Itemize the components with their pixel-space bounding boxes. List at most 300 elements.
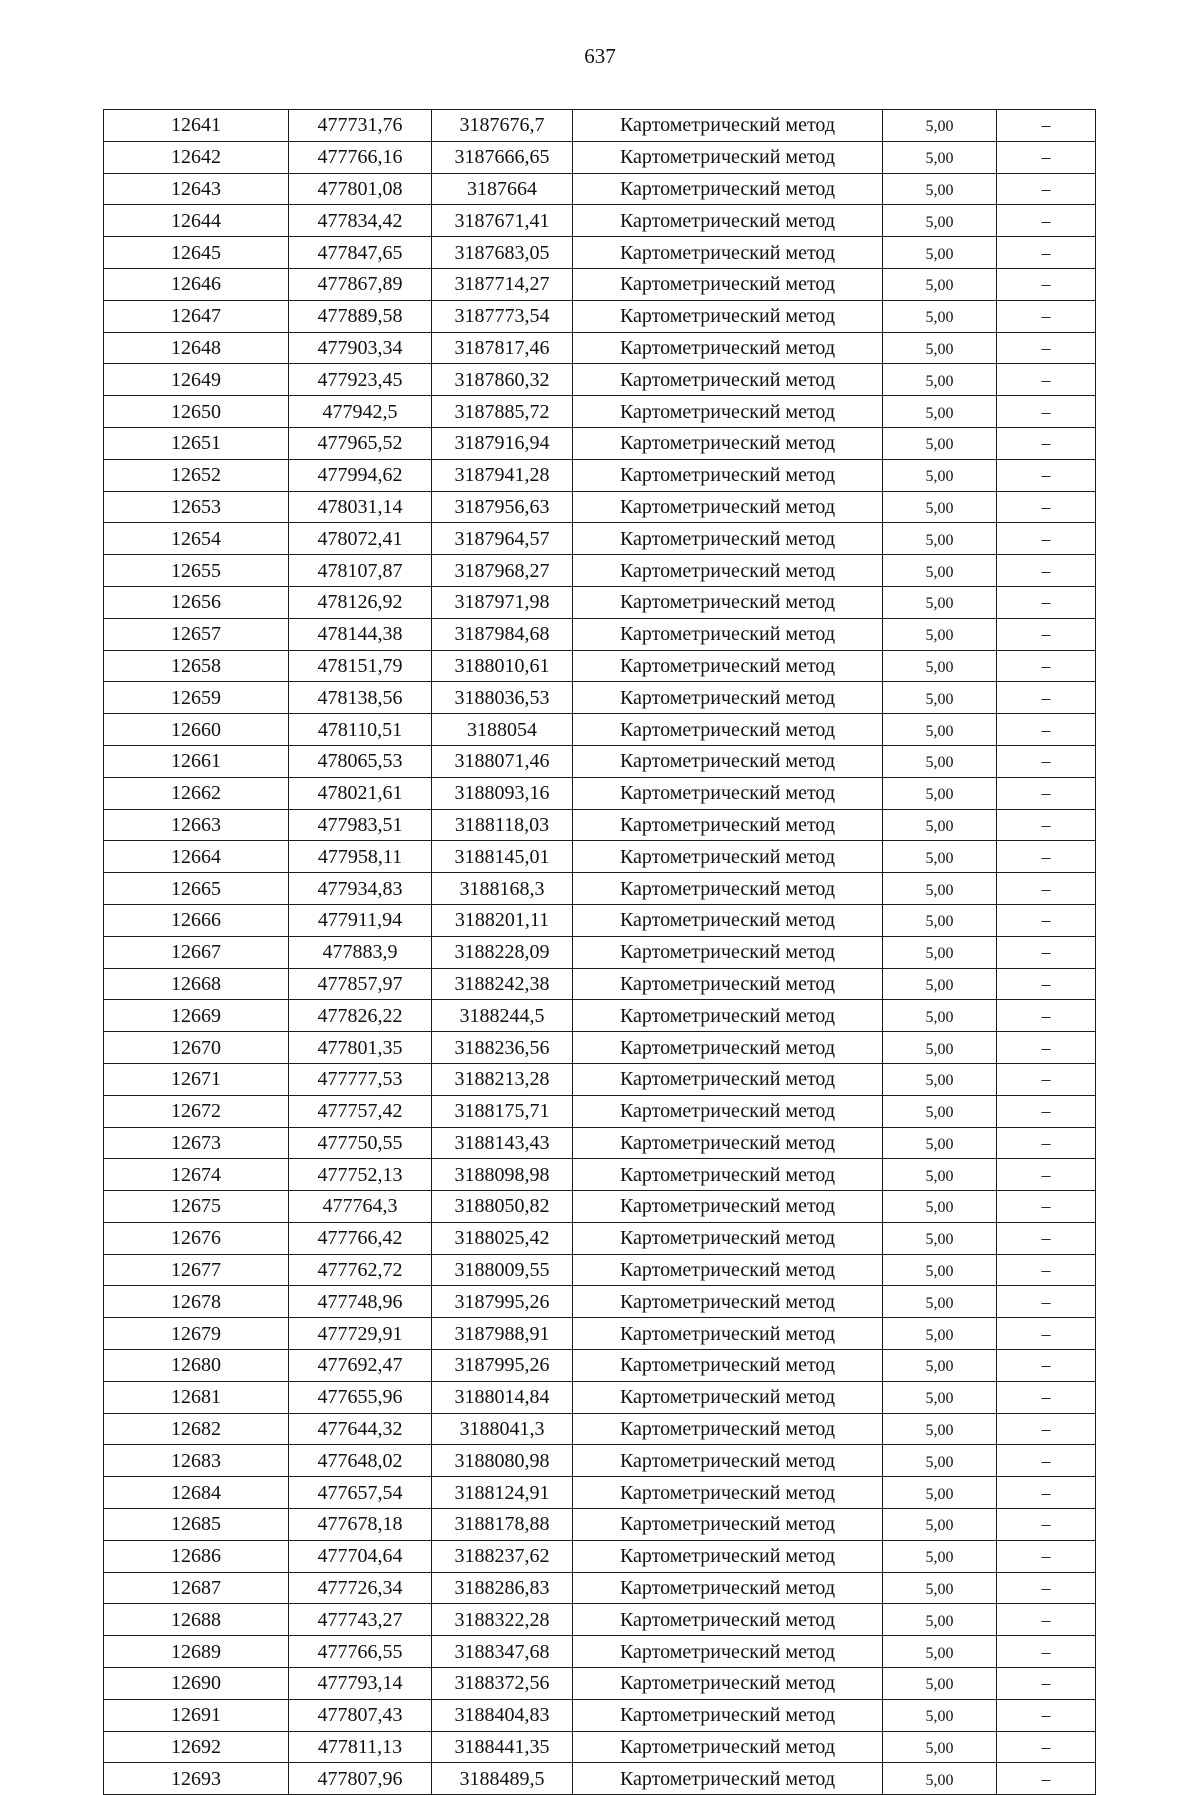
table-row bbox=[104, 714, 1096, 746]
accuracy-cell: 5,00 bbox=[883, 459, 997, 491]
accuracy-cell: 5,00 bbox=[883, 173, 997, 205]
point-number-cell: 12663 bbox=[104, 809, 289, 841]
point-number-cell: 12679 bbox=[104, 1318, 289, 1350]
note-cell: – bbox=[997, 427, 1096, 459]
method-cell: Картометрический метод bbox=[573, 586, 883, 618]
accuracy-cell: 5,00 bbox=[883, 618, 997, 650]
table-row bbox=[104, 1699, 1096, 1731]
note-cell: – bbox=[997, 1445, 1096, 1477]
point-number-cell: 12648 bbox=[104, 332, 289, 364]
y-coordinate-cell: 3188372,56 bbox=[432, 1668, 573, 1700]
point-number-cell: 12642 bbox=[104, 141, 289, 173]
table-row bbox=[104, 141, 1096, 173]
accuracy-cell: 5,00 bbox=[883, 1350, 997, 1382]
table-row bbox=[104, 427, 1096, 459]
x-coordinate-cell: 477731,76 bbox=[289, 110, 432, 142]
y-coordinate-cell: 3187941,28 bbox=[432, 459, 573, 491]
note-cell: – bbox=[997, 364, 1096, 396]
method-cell: Картометрический метод bbox=[573, 141, 883, 173]
point-number-cell: 12687 bbox=[104, 1572, 289, 1604]
accuracy-cell: 5,00 bbox=[883, 809, 997, 841]
method-cell: Картометрический метод bbox=[573, 1222, 883, 1254]
x-coordinate-cell: 477757,42 bbox=[289, 1095, 432, 1127]
note-cell: – bbox=[997, 1191, 1096, 1223]
y-coordinate-cell: 3187964,57 bbox=[432, 523, 573, 555]
table-row bbox=[104, 1127, 1096, 1159]
table-row bbox=[104, 1350, 1096, 1382]
accuracy-cell: 5,00 bbox=[883, 1191, 997, 1223]
point-number-cell: 12661 bbox=[104, 745, 289, 777]
table-row bbox=[104, 1318, 1096, 1350]
point-number-cell: 12689 bbox=[104, 1636, 289, 1668]
accuracy-cell: 5,00 bbox=[883, 1222, 997, 1254]
note-cell: – bbox=[997, 936, 1096, 968]
y-coordinate-cell: 3188118,03 bbox=[432, 809, 573, 841]
point-number-cell: 12655 bbox=[104, 555, 289, 587]
y-coordinate-cell: 3187676,7 bbox=[432, 110, 573, 142]
note-cell: – bbox=[997, 1032, 1096, 1064]
x-coordinate-cell: 477750,55 bbox=[289, 1127, 432, 1159]
method-cell: Картометрический метод bbox=[573, 1159, 883, 1191]
method-cell: Картометрический метод bbox=[573, 173, 883, 205]
y-coordinate-cell: 3188242,38 bbox=[432, 968, 573, 1000]
x-coordinate-cell: 478126,92 bbox=[289, 586, 432, 618]
y-coordinate-cell: 3187714,27 bbox=[432, 268, 573, 300]
note-cell: – bbox=[997, 268, 1096, 300]
note-cell: – bbox=[997, 332, 1096, 364]
accuracy-cell: 5,00 bbox=[883, 1699, 997, 1731]
point-number-cell: 12671 bbox=[104, 1063, 289, 1095]
method-cell: Картометрический метод bbox=[573, 809, 883, 841]
point-number-cell: 12654 bbox=[104, 523, 289, 555]
y-coordinate-cell: 3188175,71 bbox=[432, 1095, 573, 1127]
table-row bbox=[104, 523, 1096, 555]
table-row bbox=[104, 1095, 1096, 1127]
x-coordinate-cell: 478072,41 bbox=[289, 523, 432, 555]
method-cell: Картометрический метод bbox=[573, 1381, 883, 1413]
x-coordinate-cell: 477883,9 bbox=[289, 936, 432, 968]
y-coordinate-cell: 3187683,05 bbox=[432, 237, 573, 269]
point-number-cell: 12688 bbox=[104, 1604, 289, 1636]
note-cell: – bbox=[997, 1063, 1096, 1095]
note-cell: – bbox=[997, 1477, 1096, 1509]
note-cell: – bbox=[997, 777, 1096, 809]
y-coordinate-cell: 3188178,88 bbox=[432, 1509, 573, 1541]
table-row bbox=[104, 968, 1096, 1000]
point-number-cell: 12644 bbox=[104, 205, 289, 237]
point-number-cell: 12665 bbox=[104, 873, 289, 905]
point-number-cell: 12677 bbox=[104, 1254, 289, 1286]
accuracy-cell: 5,00 bbox=[883, 1413, 997, 1445]
accuracy-cell: 5,00 bbox=[883, 300, 997, 332]
x-coordinate-cell: 477801,08 bbox=[289, 173, 432, 205]
note-cell: – bbox=[997, 491, 1096, 523]
point-number-cell: 12673 bbox=[104, 1127, 289, 1159]
note-cell: – bbox=[997, 873, 1096, 905]
x-coordinate-cell: 477762,72 bbox=[289, 1254, 432, 1286]
table-row bbox=[104, 1000, 1096, 1032]
accuracy-cell: 5,00 bbox=[883, 1731, 997, 1763]
table-row bbox=[104, 1509, 1096, 1541]
y-coordinate-cell: 3187671,41 bbox=[432, 205, 573, 237]
x-coordinate-cell: 477704,64 bbox=[289, 1540, 432, 1572]
method-cell: Картометрический метод bbox=[573, 1350, 883, 1382]
point-number-cell: 12657 bbox=[104, 618, 289, 650]
table-row bbox=[104, 364, 1096, 396]
point-number-cell: 12690 bbox=[104, 1668, 289, 1700]
table-row bbox=[104, 1731, 1096, 1763]
y-coordinate-cell: 3188041,3 bbox=[432, 1413, 573, 1445]
point-number-cell: 12668 bbox=[104, 968, 289, 1000]
method-cell: Картометрический метод bbox=[573, 555, 883, 587]
table-row bbox=[104, 237, 1096, 269]
x-coordinate-cell: 477857,97 bbox=[289, 968, 432, 1000]
y-coordinate-cell: 3188071,46 bbox=[432, 745, 573, 777]
x-coordinate-cell: 477965,52 bbox=[289, 427, 432, 459]
point-number-cell: 12693 bbox=[104, 1763, 289, 1795]
table-row bbox=[104, 904, 1096, 936]
point-number-cell: 12683 bbox=[104, 1445, 289, 1477]
x-coordinate-cell: 477834,42 bbox=[289, 205, 432, 237]
y-coordinate-cell: 3188347,68 bbox=[432, 1636, 573, 1668]
point-number-cell: 12652 bbox=[104, 459, 289, 491]
method-cell: Картометрический метод bbox=[573, 205, 883, 237]
x-coordinate-cell: 477766,42 bbox=[289, 1222, 432, 1254]
note-cell: – bbox=[997, 523, 1096, 555]
method-cell: Картометрический метод bbox=[573, 1318, 883, 1350]
accuracy-cell: 5,00 bbox=[883, 1095, 997, 1127]
x-coordinate-cell: 478065,53 bbox=[289, 745, 432, 777]
note-cell: – bbox=[997, 618, 1096, 650]
table-row bbox=[104, 1063, 1096, 1095]
note-cell: – bbox=[997, 1127, 1096, 1159]
method-cell: Картометрический метод bbox=[573, 1540, 883, 1572]
note-cell: – bbox=[997, 141, 1096, 173]
accuracy-cell: 5,00 bbox=[883, 586, 997, 618]
x-coordinate-cell: 477657,54 bbox=[289, 1477, 432, 1509]
note-cell: – bbox=[997, 1509, 1096, 1541]
note-cell: – bbox=[997, 904, 1096, 936]
point-number-cell: 12643 bbox=[104, 173, 289, 205]
point-number-cell: 12653 bbox=[104, 491, 289, 523]
method-cell: Картометрический метод bbox=[573, 459, 883, 491]
accuracy-cell: 5,00 bbox=[883, 1604, 997, 1636]
note-cell: – bbox=[997, 968, 1096, 1000]
note-cell: – bbox=[997, 300, 1096, 332]
method-cell: Картометрический метод bbox=[573, 777, 883, 809]
method-cell: Картометрический метод bbox=[573, 1477, 883, 1509]
x-coordinate-cell: 477826,22 bbox=[289, 1000, 432, 1032]
table-row bbox=[104, 841, 1096, 873]
note-cell: – bbox=[997, 237, 1096, 269]
y-coordinate-cell: 3188237,62 bbox=[432, 1540, 573, 1572]
accuracy-cell: 5,00 bbox=[883, 1540, 997, 1572]
point-number-cell: 12692 bbox=[104, 1731, 289, 1763]
y-coordinate-cell: 3188143,43 bbox=[432, 1127, 573, 1159]
table-row bbox=[104, 809, 1096, 841]
y-coordinate-cell: 3188145,01 bbox=[432, 841, 573, 873]
method-cell: Картометрический метод bbox=[573, 904, 883, 936]
table-row bbox=[104, 682, 1096, 714]
method-cell: Картометрический метод bbox=[573, 1699, 883, 1731]
point-number-cell: 12667 bbox=[104, 936, 289, 968]
table-row bbox=[104, 173, 1096, 205]
point-number-cell: 12676 bbox=[104, 1222, 289, 1254]
x-coordinate-cell: 477777,53 bbox=[289, 1063, 432, 1095]
method-cell: Картометрический метод bbox=[573, 714, 883, 746]
accuracy-cell: 5,00 bbox=[883, 141, 997, 173]
note-cell: – bbox=[997, 1731, 1096, 1763]
table-row bbox=[104, 1477, 1096, 1509]
accuracy-cell: 5,00 bbox=[883, 1509, 997, 1541]
y-coordinate-cell: 3188098,98 bbox=[432, 1159, 573, 1191]
y-coordinate-cell: 3187988,91 bbox=[432, 1318, 573, 1350]
accuracy-cell: 5,00 bbox=[883, 1286, 997, 1318]
note-cell: – bbox=[997, 1763, 1096, 1795]
method-cell: Картометрический метод bbox=[573, 1509, 883, 1541]
table-row bbox=[104, 268, 1096, 300]
point-number-cell: 12662 bbox=[104, 777, 289, 809]
method-cell: Картометрический метод bbox=[573, 1032, 883, 1064]
note-cell: – bbox=[997, 650, 1096, 682]
table-row bbox=[104, 300, 1096, 332]
accuracy-cell: 5,00 bbox=[883, 1636, 997, 1668]
point-number-cell: 12641 bbox=[104, 110, 289, 142]
x-coordinate-cell: 478151,79 bbox=[289, 650, 432, 682]
point-number-cell: 12646 bbox=[104, 268, 289, 300]
note-cell: – bbox=[997, 841, 1096, 873]
accuracy-cell: 5,00 bbox=[883, 268, 997, 300]
x-coordinate-cell: 477764,3 bbox=[289, 1191, 432, 1223]
accuracy-cell: 5,00 bbox=[883, 1763, 997, 1795]
table-row bbox=[104, 1159, 1096, 1191]
table-row bbox=[104, 1254, 1096, 1286]
method-cell: Картометрический метод bbox=[573, 1286, 883, 1318]
accuracy-cell: 5,00 bbox=[883, 555, 997, 587]
table-row bbox=[104, 1222, 1096, 1254]
note-cell: – bbox=[997, 1350, 1096, 1382]
y-coordinate-cell: 3187968,27 bbox=[432, 555, 573, 587]
y-coordinate-cell: 3188404,83 bbox=[432, 1699, 573, 1731]
accuracy-cell: 5,00 bbox=[883, 873, 997, 905]
method-cell: Картометрический метод bbox=[573, 110, 883, 142]
x-coordinate-cell: 477903,34 bbox=[289, 332, 432, 364]
accuracy-cell: 5,00 bbox=[883, 1572, 997, 1604]
y-coordinate-cell: 3188236,56 bbox=[432, 1032, 573, 1064]
y-coordinate-cell: 3187984,68 bbox=[432, 618, 573, 650]
method-cell: Картометрический метод bbox=[573, 364, 883, 396]
table-row bbox=[104, 205, 1096, 237]
x-coordinate-cell: 477692,47 bbox=[289, 1350, 432, 1382]
x-coordinate-cell: 477807,43 bbox=[289, 1699, 432, 1731]
table-row bbox=[104, 110, 1096, 142]
accuracy-cell: 5,00 bbox=[883, 1445, 997, 1477]
method-cell: Картометрический метод bbox=[573, 873, 883, 905]
accuracy-cell: 5,00 bbox=[883, 936, 997, 968]
method-cell: Картометрический метод bbox=[573, 1000, 883, 1032]
x-coordinate-cell: 478138,56 bbox=[289, 682, 432, 714]
note-cell: – bbox=[997, 745, 1096, 777]
method-cell: Картометрический метод bbox=[573, 936, 883, 968]
table-row bbox=[104, 777, 1096, 809]
method-cell: Картометрический метод bbox=[573, 1604, 883, 1636]
method-cell: Картометрический метод bbox=[573, 1063, 883, 1095]
y-coordinate-cell: 3187971,98 bbox=[432, 586, 573, 618]
accuracy-cell: 5,00 bbox=[883, 682, 997, 714]
table-row bbox=[104, 491, 1096, 523]
point-number-cell: 12645 bbox=[104, 237, 289, 269]
accuracy-cell: 5,00 bbox=[883, 427, 997, 459]
note-cell: – bbox=[997, 586, 1096, 618]
point-number-cell: 12664 bbox=[104, 841, 289, 873]
y-coordinate-cell: 3187995,26 bbox=[432, 1286, 573, 1318]
point-number-cell: 12670 bbox=[104, 1032, 289, 1064]
point-number-cell: 12682 bbox=[104, 1413, 289, 1445]
coordinates-table bbox=[103, 109, 1096, 1795]
x-coordinate-cell: 477958,11 bbox=[289, 841, 432, 873]
x-coordinate-cell: 477889,58 bbox=[289, 300, 432, 332]
y-coordinate-cell: 3188201,11 bbox=[432, 904, 573, 936]
accuracy-cell: 5,00 bbox=[883, 1668, 997, 1700]
y-coordinate-cell: 3187773,54 bbox=[432, 300, 573, 332]
accuracy-cell: 5,00 bbox=[883, 110, 997, 142]
note-cell: – bbox=[997, 173, 1096, 205]
method-cell: Картометрический метод bbox=[573, 1636, 883, 1668]
y-coordinate-cell: 3188441,35 bbox=[432, 1731, 573, 1763]
y-coordinate-cell: 3188080,98 bbox=[432, 1445, 573, 1477]
table-row bbox=[104, 1604, 1096, 1636]
accuracy-cell: 5,00 bbox=[883, 1254, 997, 1286]
point-number-cell: 12672 bbox=[104, 1095, 289, 1127]
point-number-cell: 12660 bbox=[104, 714, 289, 746]
note-cell: – bbox=[997, 682, 1096, 714]
accuracy-cell: 5,00 bbox=[883, 841, 997, 873]
accuracy-cell: 5,00 bbox=[883, 714, 997, 746]
point-number-cell: 12650 bbox=[104, 396, 289, 428]
y-coordinate-cell: 3187916,94 bbox=[432, 427, 573, 459]
table-row bbox=[104, 1763, 1096, 1795]
x-coordinate-cell: 477811,13 bbox=[289, 1731, 432, 1763]
point-number-cell: 12647 bbox=[104, 300, 289, 332]
table-row bbox=[104, 873, 1096, 905]
accuracy-cell: 5,00 bbox=[883, 745, 997, 777]
note-cell: – bbox=[997, 1095, 1096, 1127]
y-coordinate-cell: 3188124,91 bbox=[432, 1477, 573, 1509]
table-row bbox=[104, 586, 1096, 618]
x-coordinate-cell: 477766,55 bbox=[289, 1636, 432, 1668]
accuracy-cell: 5,00 bbox=[883, 205, 997, 237]
y-coordinate-cell: 3188093,16 bbox=[432, 777, 573, 809]
table-row bbox=[104, 396, 1096, 428]
method-cell: Картометрический метод bbox=[573, 650, 883, 682]
y-coordinate-cell: 3188025,42 bbox=[432, 1222, 573, 1254]
method-cell: Картометрический метод bbox=[573, 332, 883, 364]
coordinates-table-body bbox=[104, 110, 1096, 1795]
point-number-cell: 12666 bbox=[104, 904, 289, 936]
note-cell: – bbox=[997, 459, 1096, 491]
method-cell: Картометрический метод bbox=[573, 682, 883, 714]
accuracy-cell: 5,00 bbox=[883, 1063, 997, 1095]
x-coordinate-cell: 477766,16 bbox=[289, 141, 432, 173]
method-cell: Картометрический метод bbox=[573, 237, 883, 269]
y-coordinate-cell: 3188228,09 bbox=[432, 936, 573, 968]
table-row bbox=[104, 1572, 1096, 1604]
table-row bbox=[104, 1413, 1096, 1445]
y-coordinate-cell: 3187995,26 bbox=[432, 1350, 573, 1382]
y-coordinate-cell: 3187956,63 bbox=[432, 491, 573, 523]
x-coordinate-cell: 477807,96 bbox=[289, 1763, 432, 1795]
method-cell: Картометрический метод bbox=[573, 745, 883, 777]
x-coordinate-cell: 477748,96 bbox=[289, 1286, 432, 1318]
x-coordinate-cell: 477994,62 bbox=[289, 459, 432, 491]
method-cell: Картометрический метод bbox=[573, 300, 883, 332]
method-cell: Картометрический метод bbox=[573, 1127, 883, 1159]
x-coordinate-cell: 477942,5 bbox=[289, 396, 432, 428]
y-coordinate-cell: 3187860,32 bbox=[432, 364, 573, 396]
method-cell: Картометрический метод bbox=[573, 523, 883, 555]
x-coordinate-cell: 477847,65 bbox=[289, 237, 432, 269]
accuracy-cell: 5,00 bbox=[883, 650, 997, 682]
method-cell: Картометрический метод bbox=[573, 427, 883, 459]
note-cell: – bbox=[997, 1254, 1096, 1286]
x-coordinate-cell: 478110,51 bbox=[289, 714, 432, 746]
x-coordinate-cell: 477648,02 bbox=[289, 1445, 432, 1477]
note-cell: – bbox=[997, 1222, 1096, 1254]
x-coordinate-cell: 477801,35 bbox=[289, 1032, 432, 1064]
y-coordinate-cell: 3187666,65 bbox=[432, 141, 573, 173]
x-coordinate-cell: 477934,83 bbox=[289, 873, 432, 905]
x-coordinate-cell: 477793,14 bbox=[289, 1668, 432, 1700]
point-number-cell: 12674 bbox=[104, 1159, 289, 1191]
table-row bbox=[104, 332, 1096, 364]
note-cell: – bbox=[997, 205, 1096, 237]
x-coordinate-cell: 477729,91 bbox=[289, 1318, 432, 1350]
y-coordinate-cell: 3188014,84 bbox=[432, 1381, 573, 1413]
point-number-cell: 12681 bbox=[104, 1381, 289, 1413]
accuracy-cell: 5,00 bbox=[883, 364, 997, 396]
note-cell: – bbox=[997, 1413, 1096, 1445]
point-number-cell: 12659 bbox=[104, 682, 289, 714]
method-cell: Картометрический метод bbox=[573, 1572, 883, 1604]
accuracy-cell: 5,00 bbox=[883, 1477, 997, 1509]
accuracy-cell: 5,00 bbox=[883, 237, 997, 269]
table-row bbox=[104, 1445, 1096, 1477]
note-cell: – bbox=[997, 1381, 1096, 1413]
accuracy-cell: 5,00 bbox=[883, 1000, 997, 1032]
x-coordinate-cell: 477752,13 bbox=[289, 1159, 432, 1191]
point-number-cell: 12678 bbox=[104, 1286, 289, 1318]
x-coordinate-cell: 477923,45 bbox=[289, 364, 432, 396]
y-coordinate-cell: 3188010,61 bbox=[432, 650, 573, 682]
accuracy-cell: 5,00 bbox=[883, 904, 997, 936]
method-cell: Картометрический метод bbox=[573, 396, 883, 428]
note-cell: – bbox=[997, 1636, 1096, 1668]
x-coordinate-cell: 478107,87 bbox=[289, 555, 432, 587]
x-coordinate-cell: 477911,94 bbox=[289, 904, 432, 936]
table-row bbox=[104, 1540, 1096, 1572]
method-cell: Картометрический метод bbox=[573, 1763, 883, 1795]
method-cell: Картометрический метод bbox=[573, 268, 883, 300]
point-number-cell: 12685 bbox=[104, 1509, 289, 1541]
point-number-cell: 12656 bbox=[104, 586, 289, 618]
point-number-cell: 12686 bbox=[104, 1540, 289, 1572]
y-coordinate-cell: 3187885,72 bbox=[432, 396, 573, 428]
method-cell: Картометрический метод bbox=[573, 1254, 883, 1286]
table-row bbox=[104, 1381, 1096, 1413]
point-number-cell: 12658 bbox=[104, 650, 289, 682]
y-coordinate-cell: 3188286,83 bbox=[432, 1572, 573, 1604]
point-number-cell: 12680 bbox=[104, 1350, 289, 1382]
